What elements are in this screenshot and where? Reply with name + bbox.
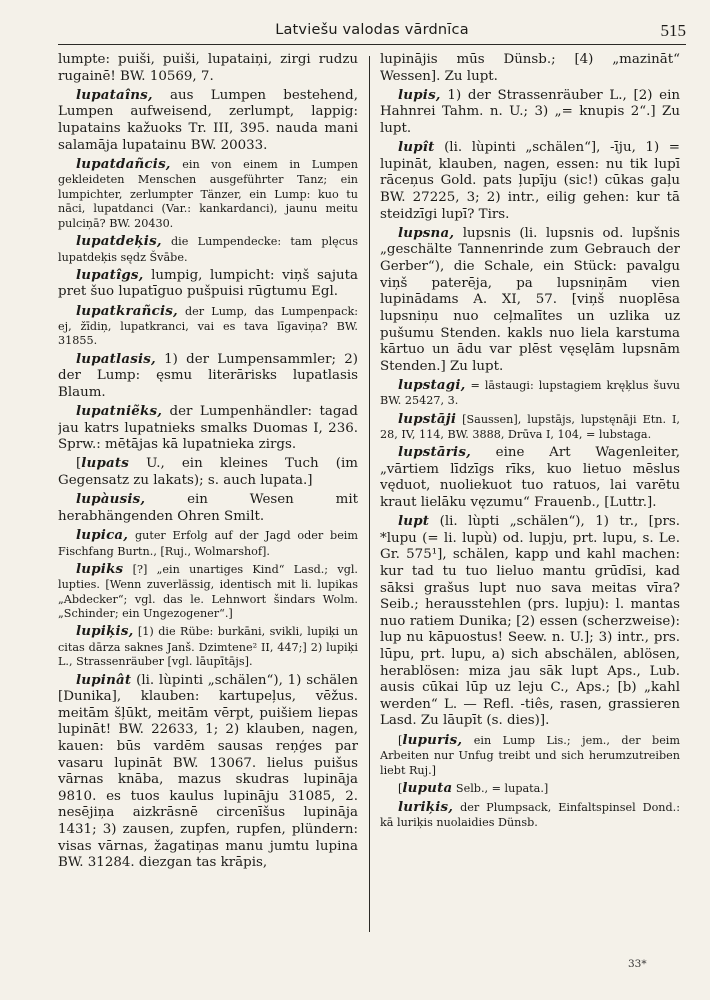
dictionary-entry bbox=[58, 491, 358, 525]
entry-definition: lupsnis (li. lupsnis od. lupšnis „geschälte Tannenrinde zum Gebrauch der Gerber“), die Schale, ein Stück: pavalgu viņš paterēja, pa lupsniņām vien lupinādams A. XI, 57. [viņš nuoplēsa lupsniņu nuo ceļmalītes un uzlika uz pušumu Stenden. kakls nuo liela karstuma kārtuo un ādu var plēst vęsęlām lupsnām Stenden.] Zu lupt. bbox=[380, 225, 680, 374]
dictionary-entry bbox=[58, 623, 358, 670]
entry-definition: der Lump, das Lumpenpack: ej, žīdiņ, lupatkranci, vai es tava līgaviņa? BW. 31855. bbox=[58, 304, 358, 348]
entry-headword: lupica, bbox=[76, 527, 129, 544]
dictionary-entry bbox=[58, 455, 358, 489]
column-divider bbox=[369, 56, 370, 932]
entry-definition: = lāstaugi: lupstagiem kręķlus šuvu BW. 25427, 3. bbox=[380, 378, 680, 408]
entry-headword: lupt bbox=[398, 513, 430, 530]
dictionary-entry bbox=[380, 444, 680, 511]
dictionary-entry bbox=[380, 513, 680, 730]
entry-headword: lupatdeķis, bbox=[76, 233, 162, 250]
entry-headword: lupatniẽks, bbox=[76, 403, 163, 420]
entry-definition: [1) die Rübe: burkāni, svikli, lupiķi un citas dārza saknes Janš. Dzimtene² II, 447;] 2) lupiķi L., Strassenräuber [vgl. lāupītājs]. bbox=[58, 625, 358, 669]
entry-headword: luputa bbox=[402, 779, 453, 796]
dictionary-entry bbox=[58, 351, 358, 402]
entry-definition: lumpig, lumpicht: viņš sajuta pret šuo lupatīguo pušpuisi rūgtumu Egl. bbox=[58, 267, 358, 300]
dictionary-entry bbox=[58, 156, 358, 232]
dictionary-entry bbox=[380, 732, 680, 779]
entry-headword: lupatlasis, bbox=[76, 350, 156, 367]
entry-definition: (li. lùpinti „schälen“), 1) schälen [Dunika], klauben: kartupeļus, vēžus. meitām šļūkt, meitām vērpt, puišiem liepas lupināt! BW. 22633, 1; 2) klauben, nagen, kauen: būs vardēm sausas reņģes par vasaru lupināt BW. 13067. lielus puišus vārnas knāba, mazus skudras lupināja 9810. es tuos kaulus lupināju 31085, 2. nesējiņa aizkrāsnē circenīšus lupināja 1431; 3) zausen, zupfen, rupfen, plündern: visas vārnas, žagatiņas manu jumtu lupina BW. 31284. diezgan tas krāpis, bbox=[58, 672, 358, 871]
entry-headword: lupstāji bbox=[398, 410, 457, 427]
page-number: 515 bbox=[660, 21, 686, 40]
entry-headword: lupataîns, bbox=[76, 86, 153, 103]
entry-definition: die Lumpendecke: tam plęcus lupatdeķis sędz Švābe. bbox=[58, 235, 358, 264]
dictionary-entry bbox=[58, 527, 358, 559]
dictionary-entry bbox=[380, 52, 680, 85]
running-head: Latviešu valodas vārdnīca bbox=[275, 22, 469, 38]
entry-headword: lupis, bbox=[398, 86, 441, 103]
entry-headword: lupstagi, bbox=[398, 376, 466, 393]
dictionary-entry bbox=[58, 303, 358, 350]
dictionary-entry bbox=[58, 267, 358, 301]
right-column bbox=[380, 52, 680, 952]
entry-definition: ein Wesen mit herabhängenden Ohren Smilt. bbox=[58, 492, 358, 524]
entry-definition: aus Lumpen bestehend, Lumpen aufweisend, zerlumpt, lappig: lupatains kažuoks Tr. III, 395. nauda mani salamāja lupatainu BW. 20033. bbox=[58, 87, 358, 153]
dictionary-entry bbox=[380, 377, 680, 409]
entry-definition: guter Erfolg auf der Jagd oder beim Fischfang Burtn., [Ruj., Wolmarshof]. bbox=[58, 529, 358, 558]
dictionary-entry bbox=[58, 403, 358, 454]
entry-headword: lupiks bbox=[76, 560, 124, 577]
dictionary-entry bbox=[380, 139, 680, 223]
entry-definition: der Lumpenhändler: tagad jau katrs lupatnieks smalks Duomas I, 236. Sprw.: mētājas kā lupatnieka zirgs. bbox=[58, 404, 358, 453]
entry-definition: lupinājis mūs Dünsb.; [4) „mazināt“ Wessen]. Zu lupt. bbox=[380, 52, 680, 84]
entry-headword: lupuris, bbox=[402, 731, 463, 748]
entry-headword: lupinât bbox=[76, 671, 132, 688]
entry-definition: [?] „ein unartiges Kind“ Lasd.; vgl. lupties. [Wenn zuverlässig, identisch mit li. lupikas „Abdecker“; vgl. das le. Lehnwort šindars Wolm. „Schinder; ein Ungezogener“.] bbox=[58, 562, 358, 621]
entry-definition: U., ein kleines Tuch (im Gegensatz zu lakats); s. auch lupata. bbox=[58, 456, 358, 489]
entry-headword: lupstāris, bbox=[398, 444, 471, 461]
dictionary-entry bbox=[380, 225, 680, 375]
entry-definition: [Saussen], lupstājs, lupstęnāji Etn. I, 28, IV, 114, BW. 3888, Drūva I, 104, = lubstaga. bbox=[380, 412, 680, 441]
entry-headword: lupatîgs, bbox=[76, 266, 144, 283]
entry-definition: 1) der Strassenräuber L., [2) ein Hahnrei Tahm. n. U.; 3) „= knupis 2“.] Zu lupt. bbox=[380, 87, 680, 137]
entry-headword: lupatkrañcis, bbox=[76, 302, 178, 319]
entry-definition: eine Art Wagenleiter, „vārtiem līdzīgs rīks, kuo lietuo mēslus vęduot, nuoliekuot tuo ratuos, lai varētu kraut lielāku vęzumu“ Frauenb., [Luttr.]. bbox=[380, 445, 680, 510]
dictionary-entry bbox=[58, 233, 358, 265]
dictionary-entry bbox=[58, 561, 358, 622]
entry-definition: lumpte: puiši, puiši, lupataiņi, zirgi rudzu rugainē! BW. 10569, 7. bbox=[58, 52, 358, 84]
entry-headword: lupatdañcis, bbox=[76, 155, 171, 172]
entry-definition: 1) der Lumpensammler; 2) der Lump: ęsmu literārisks lupatlasis Blaum. bbox=[58, 351, 358, 400]
left-column bbox=[58, 52, 358, 952]
entry-headword: lupsna, bbox=[398, 224, 455, 241]
entry-headword: lupàusis, bbox=[76, 491, 146, 508]
entry-definition: der Plumpsack, Einfaltspinsel Dond.: kā luriķis nuolaidies Dünsb. bbox=[380, 800, 680, 830]
dictionary-entry bbox=[58, 672, 358, 872]
dictionary-entry bbox=[58, 52, 358, 85]
dictionary-entry bbox=[380, 87, 680, 138]
entry-definition: (li. lùpinti „schälen“], -īju, 1) = lupināt, klauben, nagen, essen: nu tik lupī rāceņus Gold. pats ļupīju (sic!) cūkas gaļu BW. 27225, 3; 2) intr., eilig gehen: kur tā steidzīgi lupī? Tirs. bbox=[380, 140, 680, 222]
entry-definition: Selb., = lupata. bbox=[455, 781, 544, 795]
dictionary-entry bbox=[380, 799, 680, 831]
printer-signature: 33* bbox=[628, 958, 647, 970]
entry-definition: ein Lump Lis.; jem., der beim Arbeiten nur Unfug treibt und sich herumzutreiben liebt Ruj. bbox=[380, 733, 680, 777]
entry-definition: ein von einem in Lumpen gekleideten Menschen ausgeführter Tanz; ein lumpichter, zerlumpter Tänzer, ein Lump: kuo tu nāci, lupatdanci (Var.: kankardanci), jaunu meitu pulciņā? BW. 20430. bbox=[58, 157, 358, 230]
dictionary-entry bbox=[58, 87, 358, 154]
entry-headword: lupiķis, bbox=[76, 623, 134, 640]
entry-headword: lupats bbox=[81, 455, 130, 472]
entry-headword: lupît bbox=[398, 139, 435, 156]
entry-definition: (li. lùpti „schälen“), 1) tr., [prs. *lupu (= li. lupù) od. lupju, prt. lupu, s. Le. Gr. 575¹], schälen, kapp und kahl machen: kur tad tu tuo lieluo mantu grūdīsi, kad sāksi grašus lupt nuo sava meitas vīra? Seib.; herausstehlen (prs. lupju): l. mantas nuo ratiem Dunika; [2) essen (scherzweise): lup nu kāpuostus! Seew. n. U.]; 3) intr., prs. lūpu, prt. lupu, a) sich abschälen, ablösen, herablösen: miza jau sāk lupt Aps., Lub. ausis cūkai lūp uz leju C., Aps.; [b) „kahl werden“ L. — Refl. -tiês, rasen, grassieren Lasd. Zu lāupīt (s. dies)]. bbox=[380, 514, 680, 729]
dictionary-entry bbox=[380, 411, 680, 443]
entry-headword: luriķis, bbox=[398, 798, 454, 815]
page-header bbox=[58, 18, 686, 45]
dictionary-entry bbox=[380, 780, 680, 797]
